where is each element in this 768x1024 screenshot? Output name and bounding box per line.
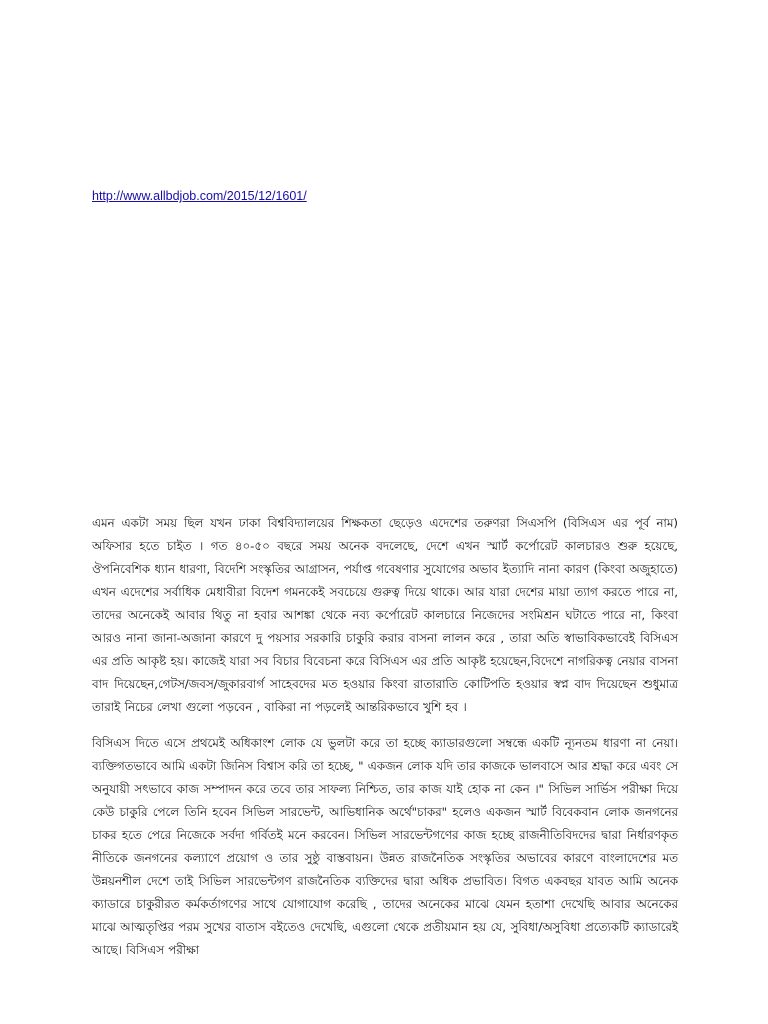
article-body [92,512,678,962]
source-url-link[interactable]: http://www.allbdjob.com/2015/12/1601/ [92,189,307,203]
article-paragraph-2: বিসিএস দিতে এসে প্রথমেই অধিকাংশ লোক যে ভুলটা করে তা হচ্ছে ক্যাডারগুলো সম্বন্ধে একটি ন্যূনতম ধারণা না নেয়া। ব্যক্তিগতভাবে আমি একটা জিনিস বিশ্বাস করি তা হচ্ছে, " একজন লোক যদি তার কাজকে ভালবাসে আর শ্রদ্ধা করে এবং সে অনুযায়ী সৎভাবে কাজ সম্পাদন করে তবে তার সাফল্য নিশ্চিত, তার কাজ যাই হোক না কেন ।" সিভিল সার্ভিস পরীক্ষা দিয়ে কেউ চাকুরি পেলে তিনি হবেন সিভিল সারভেন্ট, আভিধানিক অর্থে"চাকর" হলেও একজন স্মার্ট বিবেকবান লোক জনগনের চাকর হতে পেরে নিজেকে সর্বদা গর্বিতই মনে করবেন। সিভিল সারভেন্টগণের কাজ হচ্ছে রাজনীতিবিদদের দ্বারা নির্ধারণকৃত নীতিকে জনগনের কল্যাণে প্রয়োগ ও তার সুষ্ঠু বাস্তবায়ন। উন্নত রাজনৈতিক সংস্কৃতির অভাবের কারণে বাংলাদেশের মত উন্নয়নশীল দেশে তাই সিভিল সারভেন্টগণ রাজনৈতিক ব্যক্তিদের দ্বারা অধিক প্রভাবিত। বিগত একবছর যাবত আমি অনেক ক্যাডারে চাকুরীরত কর্মকর্তাগণের সাথে যোগাযোগ করেছি , তাদের অনেকের মাঝে যেমন হতাশা দেখেছি আবার অনেকের মাঝে আত্মতৃপ্তির পরম সুখের বাতাস বইতেও দেখেছি, এগুলো থেকে প্রতীয়মান হয় যে, সুবিধা/অসুবিধা প্রত্যেকটি ক্যাডারেই আছে। বিসিএস পরীক্ষা [92,736,678,957]
article-paragraph-1: এমন একটা সময় ছিল যখন ঢাকা বিশ্ববিদ্যালয়ের শিক্ষকতা ছেড়েও এদেশের তরুণরা সিএসপি (বিসিএস এর পূর্ব নাম) অফিসার হতে চাইত । গত ৪০-৫০ বছরে সময় অনেক বদলেছে, দেশে এখন স্মার্ট কর্পোরেট কালচারও শুরু হয়েছে, ঔপনিবেশিক ধ্যান ধারণা, বিদেশি সংস্কৃতির আগ্রাসন, পর্যাপ্ত গবেষণার সুযোগের অভাব ইত্যাদি নানা কারণ (কিংবা অজুহাতে) এখন এদেশের সর্বাধিক মেধাবীরা বিদেশ গমনকেই সবচেয়ে গুরুত্ব দিয়ে থাকে। আর যারা দেশের মায়া ত্যাগ করতে পারে না, তাদের অনেকেই আবার থিতু না হবার আশঙ্কা থেকে নব্য কর্পোরেট কালচারে নিজেদের সংমিশ্রন ঘটাতে পারে না, কিংবা আরও নানা জানা-অজানা কারণে দু পয়সার সরকারি চাকুরি করার বাসনা লালন করে , তারা অতি স্বাভাবিকভাবেই বিসিএস এর প্রতি আকৃষ্ট হয়। কাজেই যারা সব বিচার বিবেচনা করে বিসিএস এর প্রতি আকৃষ্ট হয়েছেন,বিদেশে নাগরিকত্ব নেয়ার বাসনা বাদ দিয়েছেন,গেটস/জবস/জুকারবার্গ সাহেবদের মত হওয়ার কিংবা রাতারাতি কোটিপতি হওয়ার স্বপ্ন বাদ দিয়েছেন শুধুমাত্র তারাই নিচের লেখা গুলো পড়বেন , বাকিরা না পড়লেই আন্তরিকভাবে খুশি হব । [92,516,678,714]
